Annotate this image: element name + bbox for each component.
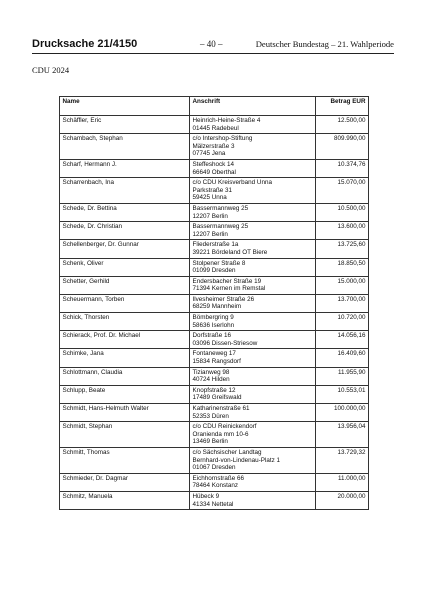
donor-name: Schlottmann, Claudia bbox=[60, 367, 190, 385]
address-line: Mälzerstraße 3 bbox=[192, 142, 235, 150]
donation-amount: 13.729,32 bbox=[316, 447, 369, 473]
address-line: Oranienda mm 10-6 bbox=[192, 430, 249, 438]
donor-name: Schick, Thorsten bbox=[60, 313, 190, 331]
donation-amount: 13.700,00 bbox=[316, 294, 369, 312]
donor-table bbox=[59, 96, 369, 510]
publisher-line: Deutscher Bundestag – 21. Wahlperiode bbox=[255, 39, 394, 49]
donor-address bbox=[190, 276, 316, 294]
address-line: Parkstraße 31 bbox=[192, 186, 233, 194]
donor-address bbox=[190, 404, 316, 422]
donation-amount: 10.553,01 bbox=[316, 385, 369, 403]
table-row bbox=[60, 134, 369, 160]
donation-amount: 13.725,60 bbox=[316, 240, 369, 258]
address-line: Tizianweg 98 bbox=[192, 368, 230, 376]
address-line: 15834 Rangsdorf bbox=[192, 358, 241, 366]
donation-amount: 18.850,50 bbox=[316, 258, 369, 276]
donor-name: Schierack, Prof. Dr. Michael bbox=[60, 331, 190, 349]
address-line: 52353 Düren bbox=[192, 412, 229, 420]
donation-amount: 100.000,00 bbox=[316, 404, 369, 422]
section-title: CDU 2024 bbox=[32, 65, 70, 75]
donor-name: Schmieder, Dr. Dagmar bbox=[60, 473, 190, 491]
donor-name: Scheuermann, Torben bbox=[60, 294, 190, 312]
address-line: 07745 Jena bbox=[192, 150, 226, 158]
address-line: 03096 Dissen-Striesow bbox=[192, 339, 258, 347]
donation-amount: 10.500,00 bbox=[316, 203, 369, 221]
donor-name: Schmidt, Hans-Helmuth Walter bbox=[60, 404, 190, 422]
donor-name: Schmitz, Manuela bbox=[60, 491, 190, 509]
address-line: c/o CDU Reinickendorf bbox=[192, 423, 257, 431]
address-line: 01445 Radebeul bbox=[192, 124, 239, 132]
donation-amount: 14.056,16 bbox=[316, 331, 369, 349]
address-line: 71394 Kernen im Remstal bbox=[192, 285, 266, 293]
donor-name: Schede, Dr. Bettina bbox=[60, 203, 190, 221]
address-line: c/o Sächsischer Landtag bbox=[192, 448, 262, 456]
donor-address bbox=[190, 240, 316, 258]
address-line: Ilvesheimer Straße 26 bbox=[192, 295, 255, 303]
donor-name: Schambach, Stephan bbox=[60, 134, 190, 160]
donation-amount: 11.000,00 bbox=[316, 473, 369, 491]
donor-address bbox=[190, 491, 316, 509]
donor-rows bbox=[60, 116, 369, 510]
address-line: 78464 Konstanz bbox=[192, 482, 239, 490]
address-line: Eichhornstraße 66 bbox=[192, 474, 244, 482]
address-line: 12207 Berlin bbox=[192, 212, 228, 220]
donor-name: Schellenberger, Dr. Gunnar bbox=[60, 240, 190, 258]
address-line: 41334 Nettetal bbox=[192, 500, 234, 508]
header-divider bbox=[32, 53, 394, 54]
donor-address bbox=[190, 367, 316, 385]
table-row bbox=[60, 422, 369, 448]
address-line: Heinrich-Heine-Straße 4 bbox=[192, 117, 261, 124]
donor-address bbox=[190, 473, 316, 491]
donor-address bbox=[190, 159, 316, 177]
address-line: Dorfstraße 16 bbox=[192, 332, 231, 340]
table-header-row bbox=[60, 97, 369, 116]
donor-address bbox=[190, 385, 316, 403]
table-row bbox=[60, 276, 369, 294]
address-line: 68259 Mannheim bbox=[192, 303, 242, 311]
table-row bbox=[60, 331, 369, 349]
donor-name: Schlupp, Beate bbox=[60, 385, 190, 403]
donation-amount: 11.955,90 bbox=[316, 367, 369, 385]
address-line: c/o Intershop-Stiftung bbox=[192, 135, 253, 143]
donation-amount: 10.374,76 bbox=[316, 159, 369, 177]
donor-name: Schäffler, Eric bbox=[60, 116, 190, 134]
table-row bbox=[60, 222, 369, 240]
address-line: Endersbacher Straße 19 bbox=[192, 277, 262, 285]
donor-address bbox=[190, 349, 316, 367]
address-line: Fliederstraße 1a bbox=[192, 241, 239, 249]
donation-amount: 12.500,00 bbox=[316, 116, 369, 134]
donation-amount: 13.956,04 bbox=[316, 422, 369, 448]
address-line: Katharinenstraße 61 bbox=[192, 405, 250, 412]
address-line: Fontaneweg 17 bbox=[192, 350, 236, 358]
address-line: Stolpener Straße 8 bbox=[192, 259, 246, 267]
donor-address bbox=[190, 258, 316, 276]
address-line: 17489 Greifswald bbox=[192, 394, 242, 402]
address-line: 40724 Hilden bbox=[192, 376, 230, 384]
donor-name: Scharf, Hermann J. bbox=[60, 159, 190, 177]
table-row bbox=[60, 159, 369, 177]
table-row bbox=[60, 294, 369, 312]
table-row bbox=[60, 491, 369, 509]
donor-name: Schetter, Gerhild bbox=[60, 276, 190, 294]
table-row bbox=[60, 203, 369, 221]
address-line: Bassermannweg 25 bbox=[192, 204, 249, 212]
donation-amount: 10.720,00 bbox=[316, 313, 369, 331]
donation-amount: 15.000,00 bbox=[316, 276, 369, 294]
address-line: Knopfstraße 12 bbox=[192, 386, 236, 394]
donor-address bbox=[190, 222, 316, 240]
donor-name: Schenk, Oliver bbox=[60, 258, 190, 276]
table-row bbox=[60, 116, 369, 134]
donation-amount: 809.990,00 bbox=[316, 134, 369, 160]
donor-address bbox=[190, 178, 316, 204]
table-row bbox=[60, 447, 369, 473]
table-row bbox=[60, 404, 369, 422]
page-header bbox=[32, 38, 394, 52]
address-line: 13469 Berlin bbox=[192, 438, 228, 446]
donation-amount: 20.000,00 bbox=[316, 491, 369, 509]
donor-address bbox=[190, 422, 316, 448]
donor-address bbox=[190, 116, 316, 134]
table-row bbox=[60, 367, 369, 385]
donor-address bbox=[190, 134, 316, 160]
address-line: 12207 Berlin bbox=[192, 230, 228, 238]
table-row bbox=[60, 240, 369, 258]
address-line: 01067 Dresden bbox=[192, 464, 236, 472]
donor-name: Schimke, Jana bbox=[60, 349, 190, 367]
table-row bbox=[60, 349, 369, 367]
column-header-address: Anschrift bbox=[190, 97, 316, 116]
donor-address bbox=[190, 313, 316, 331]
donor-name: Schmitt, Thomas bbox=[60, 447, 190, 473]
address-line: Bernhard-von-Lindenau-Platz 1 bbox=[192, 456, 281, 464]
table-row bbox=[60, 313, 369, 331]
address-line: 59425 Unna bbox=[192, 194, 227, 202]
donor-name: Schmidt, Stephan bbox=[60, 422, 190, 448]
column-header-name: Name bbox=[60, 97, 190, 116]
column-header-amount: Betrag EUR bbox=[316, 97, 369, 116]
address-line: Bassermannweg 25 bbox=[192, 223, 249, 231]
table-row bbox=[60, 473, 369, 491]
donor-address bbox=[190, 447, 316, 473]
address-line: Hübeck 9 bbox=[192, 492, 220, 500]
address-line: c/o CDU Kreisverband Unna bbox=[192, 179, 272, 187]
table-row bbox=[60, 385, 369, 403]
donor-address bbox=[190, 331, 316, 349]
address-line: Steffeshock 14 bbox=[192, 160, 235, 168]
donor-address bbox=[190, 294, 316, 312]
address-line: 01099 Dresden bbox=[192, 267, 236, 275]
page-number: – 40 – bbox=[200, 39, 223, 49]
address-line: 58636 Iserlohn bbox=[192, 321, 235, 329]
document-number: Drucksache 21/4150 bbox=[32, 38, 138, 50]
donation-amount: 15.070,00 bbox=[316, 178, 369, 204]
address-line: 66649 Oberthal bbox=[192, 168, 236, 176]
donation-amount: 13.600,00 bbox=[316, 222, 369, 240]
table-row bbox=[60, 178, 369, 204]
donor-name: Scharrenbach, Ina bbox=[60, 178, 190, 204]
table-row bbox=[60, 258, 369, 276]
address-line: Bömbergring 9 bbox=[192, 314, 234, 322]
address-line: 39221 Bördeland OT Biere bbox=[192, 248, 268, 256]
donor-address bbox=[190, 203, 316, 221]
donor-name: Schede, Dr. Christian bbox=[60, 222, 190, 240]
donation-amount: 16.409,60 bbox=[316, 349, 369, 367]
